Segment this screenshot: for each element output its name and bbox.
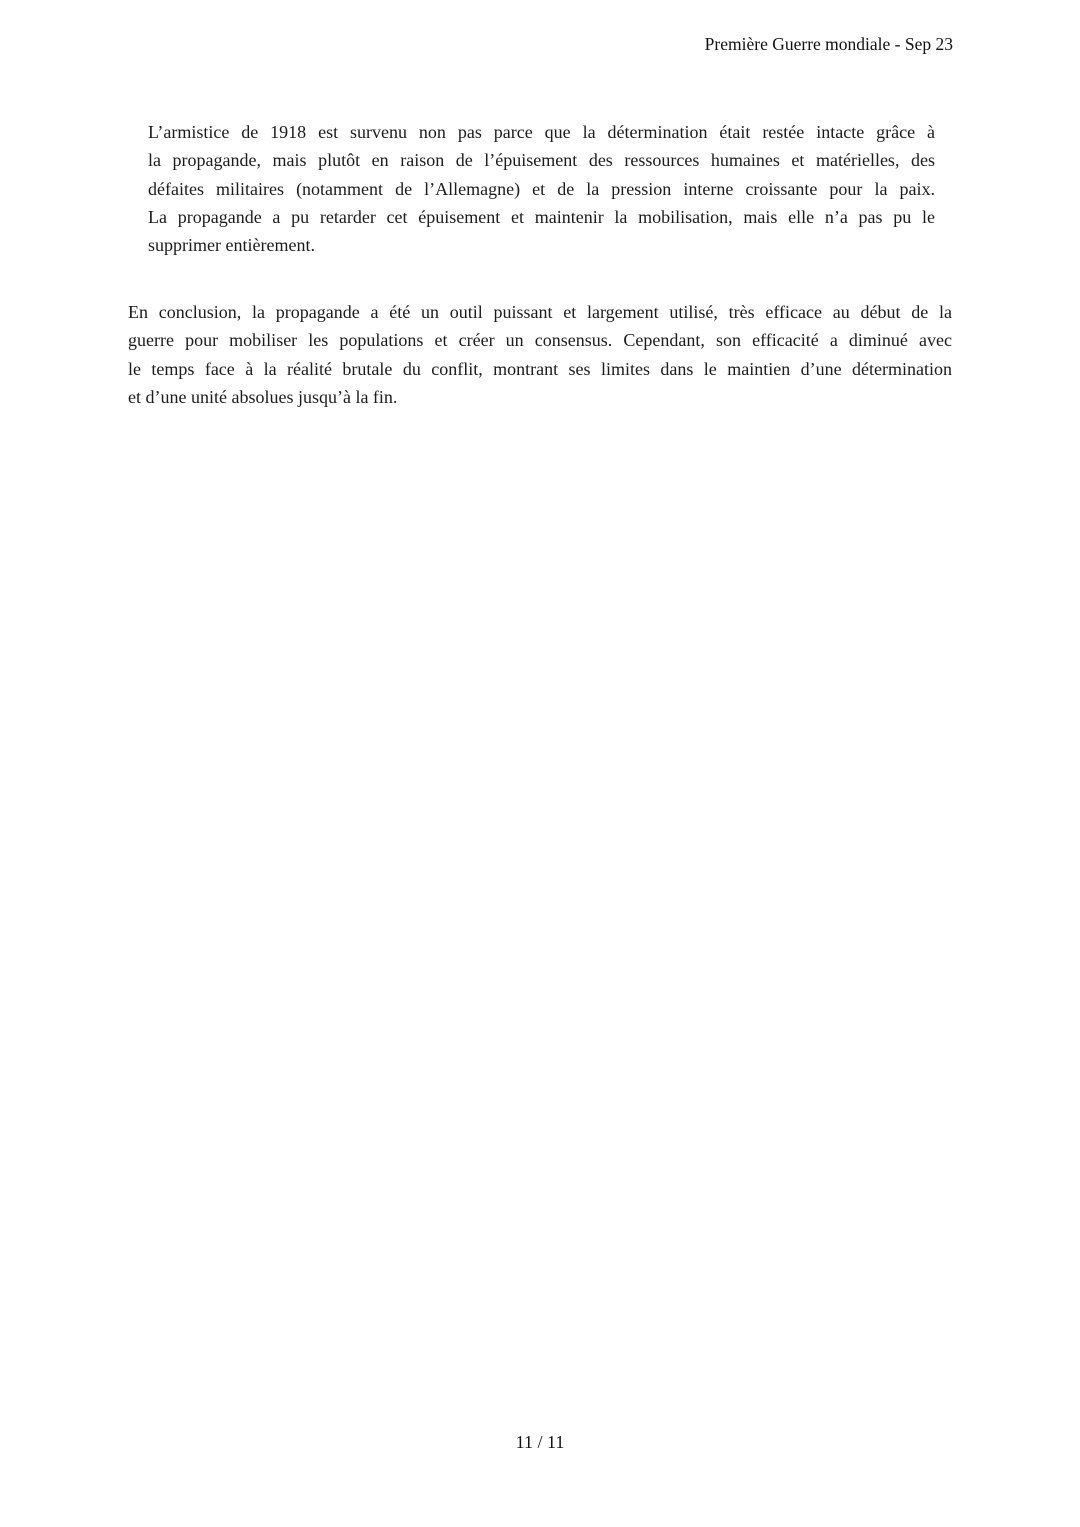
- text-line: guerre pour mobiliser les populations et créer un consensus. Cependant, son efficacité a diminué avec: [128, 330, 952, 351]
- text-line: la propagande, mais plutôt en raison de l’épuisement des ressources humaines et matérielles, des: [148, 150, 935, 171]
- text-line: En conclusion, la propagande a été un outil puissant et largement utilisé, très efficace au début de la: [128, 302, 952, 322]
- text-line: supprimer entièrement.: [148, 235, 315, 256]
- text-line: La propagande a pu retarder cet épuisement et maintenir la mobilisation, mais elle n’a pas pu le: [148, 206, 935, 227]
- text-line: défaites militaires (notamment de l’Allemagne) et de la pression interne croissante pour la paix.: [148, 178, 935, 199]
- text-line: le temps face à la réalité brutale du conflit, montrant ses limites dans le maintien d’une détermination: [128, 358, 952, 379]
- page-number: 11 / 11: [515, 1432, 565, 1452]
- text-line: et d’une unité absolues jusqu’à la fin.: [128, 386, 398, 407]
- text-line: L’armistice de 1918 est survenu non pas parce que la détermination était restée intacte grâce à: [148, 122, 935, 142]
- conclusion-paragraph: [128, 298, 952, 411]
- blockquote-paragraph: [148, 118, 935, 259]
- running-header: Première Guerre mondiale - Sep 23: [704, 34, 953, 54]
